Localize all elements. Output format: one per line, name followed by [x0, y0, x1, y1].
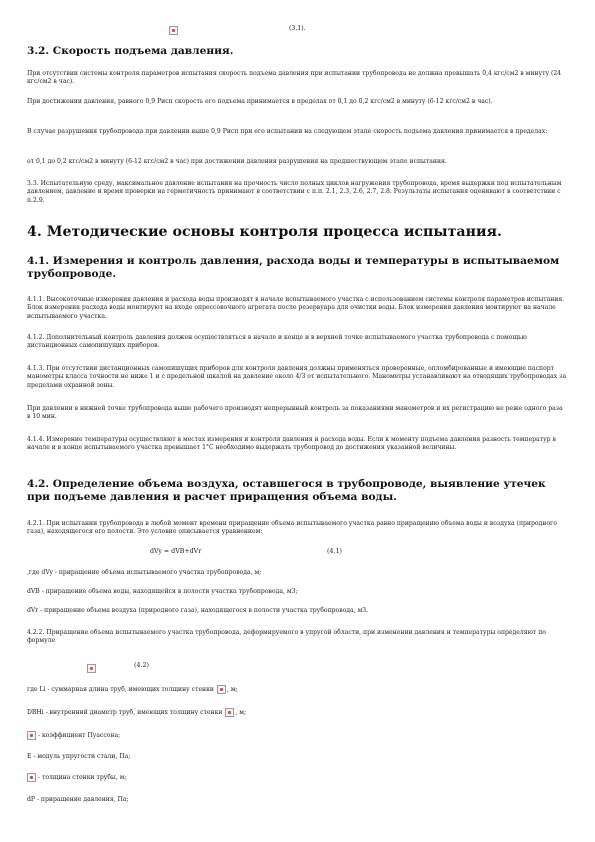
paragraph: от 0,1 до 0,2 кгс/см2 в минуту (6-12 кгс/см2 в час) при достижении давления разрушения на предшествующем этапе испытания.: [27, 158, 447, 165]
definition-dvr: dVr - приращение объема воздуха (природного газа), находящегося в полости участка трубопровода, м3.: [27, 607, 369, 614]
paragraph: 3.3. Испытательную среду, максимальное давление испытания на прочность число полных циклов нагружения трубопровода, время выдержки под испытательным давлением, давление и время проверки на герметичность принимают в соответствии с п.п. 2.1, 2.3, 2.6, 2.7, 2.8. Результаты испытания оценивают в соответствии с п.2.9.: [27, 180, 562, 204]
missing-symbol-image-icon: [27, 773, 36, 782]
equation-4-1-number: (4.1): [327, 548, 342, 555]
definition-e: Е - модуль упругости стали, Па;: [27, 753, 131, 760]
equation-4-1: dVy = dVB+dVr: [150, 548, 202, 555]
definition-dbh-text: DBHi - внутренний диаметр труб, имеющих толщину стенки: [27, 709, 223, 716]
definition-delta: [27, 773, 127, 782]
paragraph: При отсутствии системы контроля параметров испытания скорость подъема давления при испытании трубопровода не должна превышать 0,4 кгс/см2 в минуту (24 кгс/см2 в час).: [27, 70, 562, 86]
section-4-1-heading: 4.1. Измерения и контроль давления, расхода воды и температуры в испытываемом трубопроводе.: [27, 255, 560, 280]
definition-dbh: [27, 708, 246, 717]
definition-li: [27, 685, 238, 694]
definition-dvb: dVB - приращение объема воды, находящейся в полости участка трубопровода, м3;: [27, 588, 298, 595]
missing-symbol-image-icon: [225, 708, 234, 717]
paragraph: 4.1.1. Высокоточные измерения давления и расхода воды производят в начале испытываемого участка с использованием системы контроля параметров испытания. Блок измерения расхода воды монтируют на входе опрессовочного агрегата после резервуара для очистки воды. Блок измерения давления монтируют на начале испытываемого участка.: [27, 296, 565, 320]
paragraph: 4.2.2. Приращение объема испытываемого участка трубопровода, деформируемого в упругой области, при изменении давления и температуры определяют по формуле: [27, 629, 546, 645]
section-4-heading: 4. Методические основы контроля процесса испытания.: [27, 224, 502, 240]
equation-4-2-number: (4.2): [134, 662, 149, 669]
missing-formula-image-icon: [87, 664, 96, 673]
paragraph: 4.1.4. Измерение температуры осуществляют в местах измерения и контроля давления и расхода воды. Если к моменту подъема давления разность температур в начале и в конце испытываемого участка превышает 1°С необходимо выдержать трубопровод до достижения указанной величины.: [27, 436, 556, 452]
definition-delta-text: - толщина стенки трубы, м;: [38, 774, 127, 781]
definition-mu: [27, 731, 120, 740]
paragraph: В случае разрушения трубопровода при давлении выше 0,9 Рисп при его испытании на следующем этапе скорость подъема давления принимается в пределах:: [27, 128, 548, 135]
section-4-2-heading: 4.2. Определение объема воздуха, оставшегося в трубопроводе, выявление утечек при подъеме давления и расчет приращения объема воды.: [27, 478, 546, 503]
paragraph: 4.1.2. Дополнительный контроль давления должен осуществляться в начале и конце и в верхней точке испытываемого участка трубопровода с помощью дистанционных самопишущих приборов.: [27, 334, 527, 350]
missing-symbol-image-icon: [217, 685, 226, 694]
formula-number: (3.1).: [289, 25, 306, 32]
definition-dbh-unit: , м;: [235, 709, 247, 716]
definition-dvy: ,где dVy - приращение объема испытываемого участка трубопровода, м;: [27, 569, 262, 576]
paragraph: 4.1.3. При отсутствии дистанционных самопишущих приборов для контроля давления должны применяться проверенные, опломбированные и имеющие паспорт манометры класса точности не ниже 1 и с предельной шкалой на давление около 4/3 от испытательного. Манометры устанавливают на отводящих трубопроводах за пределами охранной зоны.: [27, 365, 567, 389]
missing-symbol-image-icon: [27, 731, 36, 740]
definition-li-text: где Li - суммарная длина труб, имеющих толщину стенки: [27, 686, 214, 693]
paragraph: При давлении в нижней точке трубопровода выше рабочего производят непрерывный контроль за показаниями манометров и их регистрацию не реже одного раза в 10 мин.: [27, 405, 563, 421]
missing-formula-image-icon: [169, 26, 178, 35]
paragraph: 4.2.1. При испытании трубопровода в любой момент времени приращение объема испытываемого участка равно приращению объема воды и воздуха (природного газа), находящегося его полости. Это условие описывается уравнением:: [27, 520, 557, 536]
definition-dp: dP - приращение давления, Па;: [27, 796, 129, 803]
definition-mu-text: - коэффициент Пуассона;: [38, 732, 121, 739]
section-3-2-heading: 3.2. Скорость подъема давления.: [27, 45, 234, 57]
definition-li-unit: , м;: [226, 686, 238, 693]
paragraph: При достижении давления, равного 0,9 Рисп скорость его подъема принимается в пределах от 0,1 до 0,2 кгс/см2 в минуту (6-12 кгс/см2 в час).: [27, 98, 493, 105]
